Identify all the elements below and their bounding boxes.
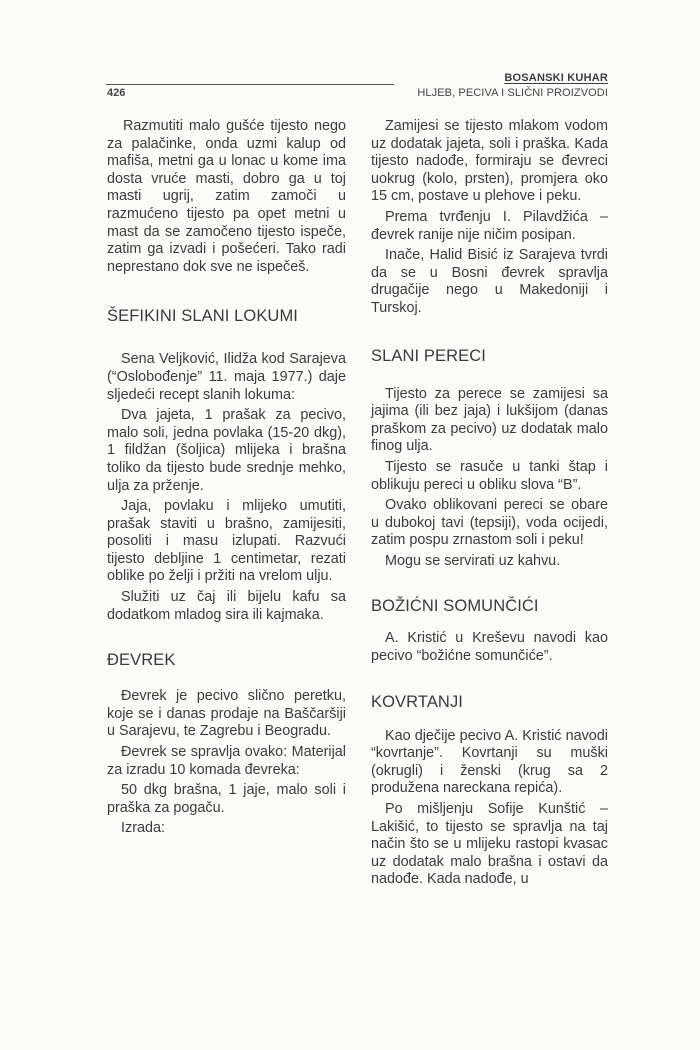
paragraph: A. Kristić u Kreševu navodi kao pecivo “božićne somunčiće”.	[371, 630, 608, 665]
chapter-title: HLJEB, PECIVA I SLIČNI PROIZVODI	[417, 87, 608, 99]
paragraph: Mogu se servirati uz kahvu.	[385, 552, 561, 569]
paragraph: Izrada:	[121, 820, 165, 837]
paragraph: Jaja, povlaku i mlijeko umutiti, prašak staviti u brašno, zamijesiti, posoliti i masu izlupati. Razvući tijesto debljine 1 centimetar, rezati oblike po želji i pržiti na vrelom ulju.	[107, 498, 346, 585]
running-header	[106, 68, 608, 104]
paragraph: Zamijesi se tijesto mlakom vodom uz dodatak jajeta, soli i praška. Kada tijesto nadođe, formiraju se đevreci uokrug (kolo, prsten), promjera oko 15 cm, postave u plehove i peku.	[371, 118, 608, 205]
right-column	[371, 118, 608, 892]
section-heading: SLANI PERECI	[371, 346, 486, 365]
paragraph: Đevrek se spravlja ovako: Materijal za izradu 10 komada đevreka:	[107, 744, 346, 778]
left-column	[107, 118, 346, 841]
page-number: 426	[107, 87, 126, 99]
paragraph: Tijesto za perece se zamijesi sa jajima (ili bez jaja) i lukšijom (danas praškom za pecivo) uz dodatak malo finog ulja.	[371, 385, 608, 455]
paragraph: Kao dječije pecivo A. Kristić navodi “kovrtanje”. Kovrtanji su muški (okrugli) i ženski (krug sa 2 produžena nareckana repića).	[371, 727, 608, 797]
paragraph: 50 dkg brašna, 1 jaje, malo soli i praška za pogaču.	[107, 782, 346, 816]
paragraph: Prema tvrđenju I. Pilavdžića – đevrek ranije nije ničim posipan.	[371, 208, 608, 243]
section-heading: ŠEFIKINI SLANI LOKUMI	[107, 307, 298, 326]
paragraph: Po mišljenju Sofije Kunštić – Lakišić, to tijesto se spravlja na taj način što se u mlijeku rastopi kvasac uz dodatak malo brašna i ostavi da nadođe. Kada nadođe, u	[371, 801, 608, 888]
paragraph: Ovako oblikovani pereci se obare u dubokoj tavi (tepsiji), voda ocijedi, zatim pospu zrnastom soli i peku!	[371, 497, 608, 549]
paragraph: Razmutiti malo gušće tijesto nego za palačinke, onda uzmi kalup od mafiša, metni ga u lonac u kome ima dosta vruće masti, dobro ga u toj masti ugrij, zatim zamoči u razmućeno tijesto pa opet metni u mast da se zamočeno tijesto ispeče, zatim ga izvadi i pošećeri. Tako radi neprestano dok sve ne ispečeš.	[107, 118, 346, 275]
paragraph: Inače, Halid Bisić iz Sarajeva tvrdi da se u Bosni đevrek spravlja drugačije nego u Makedoniji i Turskoj.	[371, 247, 608, 316]
paragraph: Sena Veljković, Ilidža kod Sarajeva (“Oslobođenje” 11. maja 1977.) daje sljedeći recept slanih lokuma:	[107, 351, 346, 403]
book-title: BOSANSKI KUHAR	[504, 72, 608, 84]
section-heading: BOŽIĆNI SOMUNČIĆI	[371, 597, 539, 616]
paragraph: Dva jajeta, 1 prašak za pecivo, malo soli, jedna povlaka (15-20 dkg), 1 fildžan (šoljica) mlijeka i brašna toliko da tijesto bude srednje mehko, ulja za prženje.	[107, 407, 346, 494]
header-rule	[106, 84, 394, 85]
section-heading: KOVRTANJI	[371, 692, 463, 711]
paragraph: Tijesto se rasuče u tanki štap i oblikuju pereci u obliku slova “B”.	[371, 458, 608, 493]
paragraph: Služiti uz čaj ili bijelu kafu sa dodatkom mladog sira ili kajmaka.	[107, 589, 346, 623]
paragraph: Đevrek je pecivo slično peretku, koje se i danas prodaje na Baščaršiji u Sarajevu, te Zagrebu i Beogradu.	[107, 688, 346, 740]
section-heading: ĐEVREK	[107, 651, 176, 670]
